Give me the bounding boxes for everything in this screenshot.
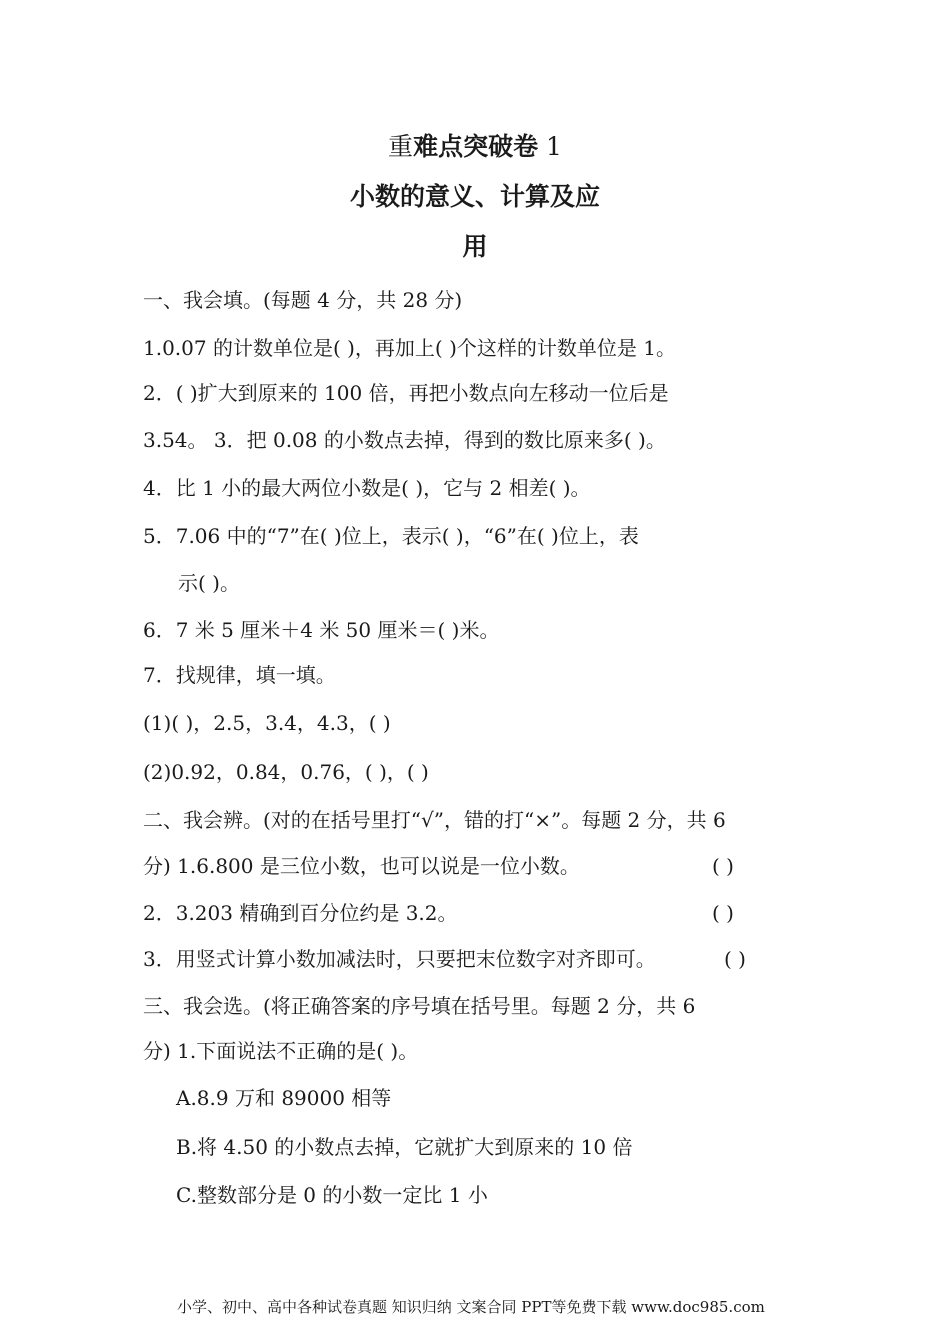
answer-bracket-2-2: ( ) (712, 901, 734, 925)
question-1-6: 6．7 米 5 厘米＋4 米 50 厘米＝( )米。 (143, 618, 500, 642)
section-1-heading: 一、我会填。(每题 4 分，共 28 分) (143, 288, 463, 312)
title-number: 1 (538, 132, 562, 161)
question-1-2: 2．( )扩大到原来的 100 倍，再把小数点向左移动一位后是 (143, 381, 669, 405)
question-1-7-1: (1)( )，2.5，3.4，4.3，( ) (143, 711, 391, 735)
answer-bracket-2-3: ( ) (724, 947, 746, 971)
question-2-2: 2．3.203 精确到百分位约是 3.2。 (143, 901, 458, 925)
page-footer: 小学、初中、高中各种试卷真题 知识归纳 文案合同 PPT等免费下载 www.doc985.com (177, 1298, 765, 1316)
section-2-heading: 二、我会辨。(对的在括号里打“√”，错的打“×”。每题 2 分，共 6 (143, 808, 726, 832)
question-1-7: 7．找规律，填一填。 (143, 663, 336, 687)
question-1-5: 5．7.06 中的“7”在( )位上，表示( )，“6”在( )位上，表 (143, 524, 639, 548)
option-b: B.将 4.50 的小数点去掉，它就扩大到原来的 10 倍 (176, 1135, 633, 1159)
title-main: 难点突破卷 (413, 132, 539, 161)
exam-subtitle: 小数的意义、计算及应 (349, 182, 600, 211)
question-2-3: 3．用竖式计算小数加减法时，只要把末位数字对齐即可。 (143, 947, 656, 971)
question-1-5-cont: 示( )。 (178, 571, 240, 595)
title-prefix: 重 (388, 132, 414, 161)
exam-title (0, 132, 950, 162)
section-3-heading: 三、我会选。(将正确答案的序号填在括号里。每题 2 分，共 6 (143, 994, 696, 1018)
question-2-1: 分) 1.6.800 是三位小数，也可以说是一位小数。 (143, 854, 580, 878)
exam-subtitle-cont: 用 (462, 232, 488, 261)
question-3-1: 分) 1.下面说法不正确的是( )。 (143, 1039, 419, 1063)
option-a: A.8.9 万和 89000 相等 (176, 1086, 392, 1110)
question-1-1: 1.0.07 的计数单位是( )，再加上( )个这样的计数单位是 1。 (143, 336, 676, 360)
answer-bracket-2-1: ( ) (712, 854, 734, 878)
option-c: C.整数部分是 0 的小数一定比 1 小 (176, 1183, 488, 1207)
question-1-2-cont: 3.54。 3．把 0.08 的小数点去掉，得到的数比原来多( )。 (143, 428, 666, 452)
question-1-7-2: (2)0.92，0.84，0.76，( )，( ) (143, 760, 429, 784)
question-1-4: 4．比 1 小的最大两位小数是( )，它与 2 相差( )。 (143, 476, 591, 500)
